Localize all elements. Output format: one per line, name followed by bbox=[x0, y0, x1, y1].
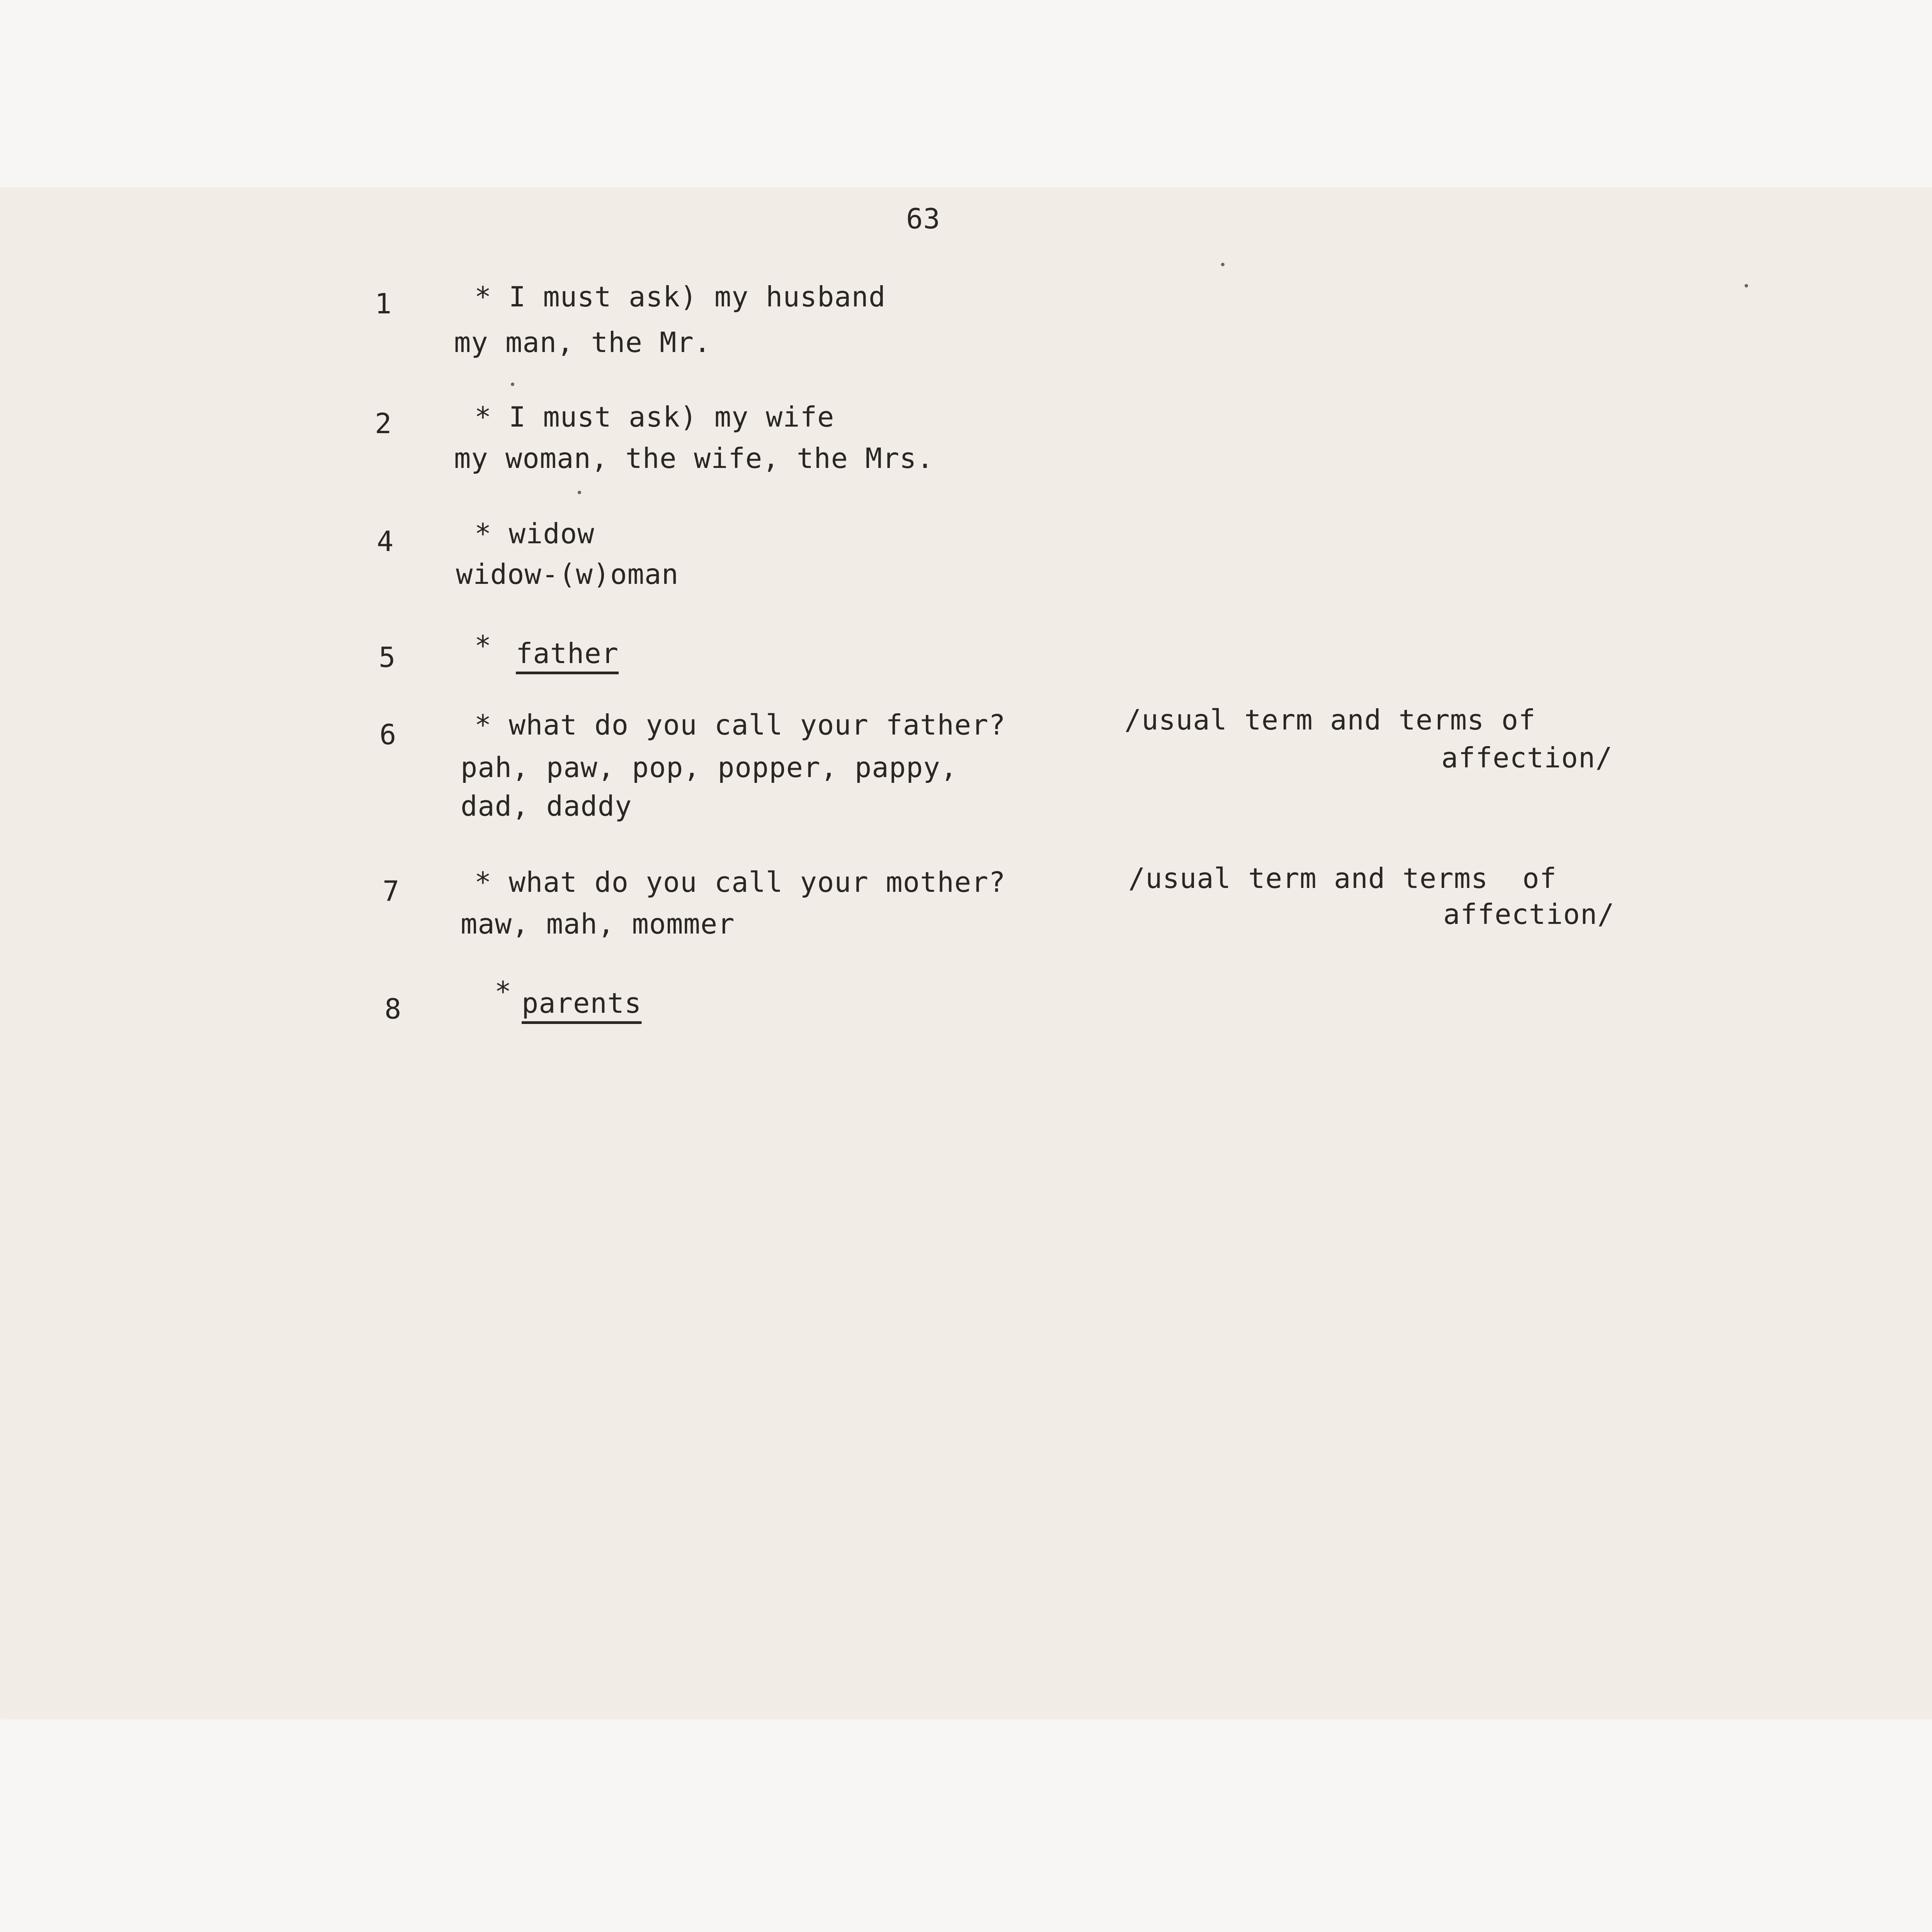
paper-speck bbox=[578, 491, 581, 494]
entry-answer: pah, paw, pop, popper, pappy, bbox=[461, 751, 958, 784]
paper-speck bbox=[1221, 263, 1225, 266]
entry-number: 1 bbox=[375, 287, 392, 320]
entry-number: 4 bbox=[377, 525, 394, 558]
entry-note: /usual term and terms of bbox=[1124, 704, 1536, 736]
entry-note: affection/ bbox=[1441, 742, 1613, 774]
entry-number: 6 bbox=[379, 718, 397, 751]
typed-sheet bbox=[0, 187, 1932, 1718]
entry-answer: my woman, the wife, the Mrs. bbox=[454, 442, 934, 474]
entry-heading: parents bbox=[522, 987, 642, 1019]
entry-answer: dad, daddy bbox=[461, 790, 632, 822]
entry-note: affection/ bbox=[1443, 898, 1615, 930]
page-number: 63 bbox=[906, 202, 940, 235]
entry-prompt: * what do you call your mother? bbox=[474, 866, 1006, 898]
entry-note: /usual term and terms of bbox=[1128, 862, 1557, 895]
entry-answer: widow-(w)oman bbox=[456, 558, 679, 590]
entry-answer: my man, the Mr. bbox=[454, 326, 711, 359]
entry-answer: maw, mah, mommer bbox=[461, 908, 735, 940]
entry-heading: father bbox=[516, 637, 619, 670]
paper-speck bbox=[1745, 284, 1748, 287]
entry-prompt: * what do you call your father? bbox=[474, 709, 1006, 741]
entry-number: 8 bbox=[384, 993, 402, 1025]
entry-number: 5 bbox=[379, 641, 396, 673]
entry-prompt: * I must ask) my husband bbox=[474, 281, 886, 313]
paper-speck bbox=[511, 383, 514, 386]
entry-number: 7 bbox=[383, 875, 400, 907]
entry-number: 2 bbox=[375, 407, 392, 440]
entry-star: * bbox=[495, 975, 512, 1008]
entry-prompt: * I must ask) my wife bbox=[474, 401, 835, 433]
entry-star: * bbox=[474, 629, 492, 662]
entry-prompt: * widow bbox=[474, 517, 595, 550]
